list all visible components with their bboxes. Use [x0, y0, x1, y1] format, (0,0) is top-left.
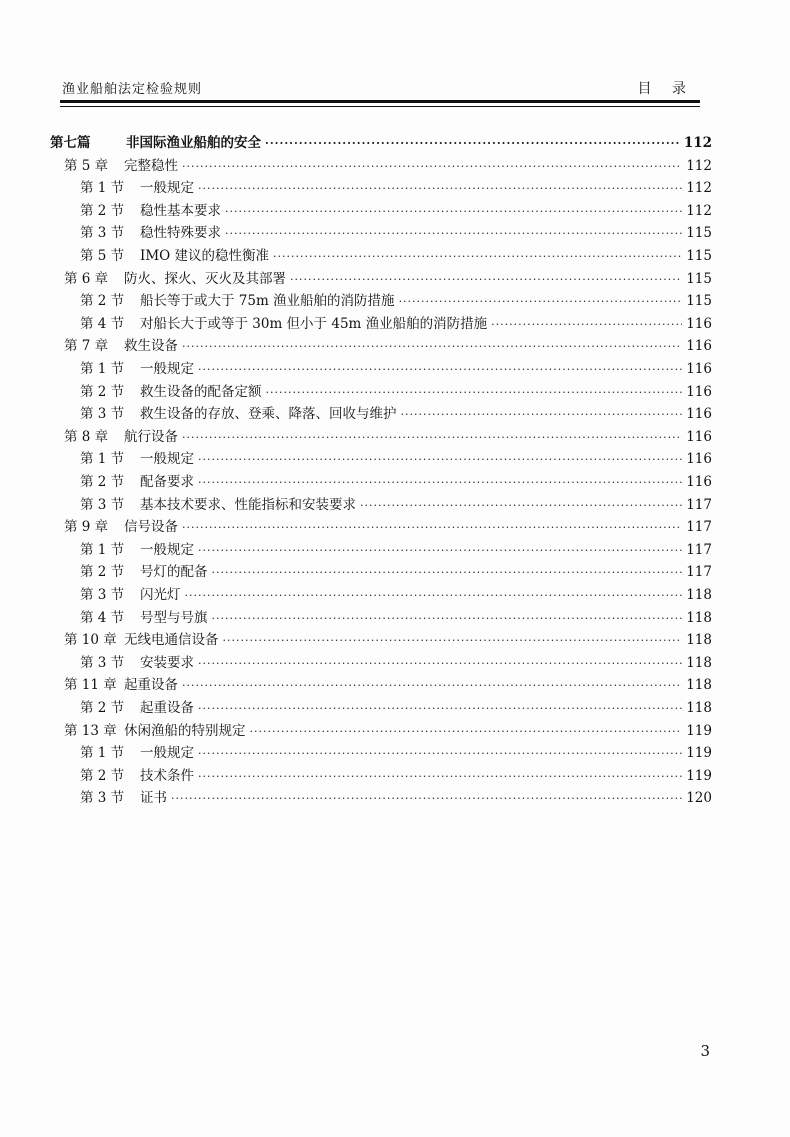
toc-entry-number: 第 2 节 [80, 293, 125, 310]
toc-entry-number: 第 2 节 [80, 202, 125, 219]
toc-entry-title: 非国际渔业船舶的安全 [126, 135, 261, 151]
toc-entry-number: 第 8 章 [64, 428, 109, 445]
dot-leader [182, 679, 682, 692]
toc-entry-title: 稳性基本要求 [140, 202, 221, 219]
toc-entry-number: 第 3 节 [80, 654, 125, 671]
header-rule-thick [60, 100, 700, 103]
toc-entry-number: 第 6 章 [64, 270, 109, 287]
page-number: 3 [700, 1042, 710, 1060]
toc-entry-page: 119 [686, 745, 712, 762]
dot-leader [491, 318, 682, 331]
dot-leader [198, 544, 682, 557]
toc-entry-page: 118 [686, 632, 712, 649]
toc-entry[interactable] [64, 719, 712, 742]
toc-entry[interactable] [80, 786, 712, 809]
toc-entry-page: 116 [686, 361, 712, 377]
dot-leader [198, 182, 682, 195]
dot-leader [185, 589, 683, 602]
toc-entry-title: 技术条件 [140, 767, 194, 784]
toc-entry[interactable] [64, 673, 712, 696]
toc-entry-page: 118 [686, 654, 712, 671]
toc-entry-page: 116 [686, 338, 712, 355]
toc-entry-number: 第 1 节 [80, 745, 125, 762]
toc-entry[interactable] [80, 447, 712, 470]
toc-entry-number: 第 2 节 [80, 474, 125, 490]
toc-entry-number: 第 2 节 [80, 564, 125, 581]
toc-entry[interactable] [80, 493, 712, 516]
toc-entry-number: 第 7 章 [64, 338, 109, 355]
dot-leader [182, 431, 682, 444]
dot-leader [225, 227, 682, 240]
toc-entry-title: 航行设备 [124, 428, 178, 445]
toc-entry-page: 116 [686, 406, 712, 423]
dot-leader [198, 657, 682, 670]
toc-entry-number: 第 3 节 [80, 790, 125, 807]
toc-entry-number: 第 1 节 [80, 361, 125, 377]
dot-leader [171, 792, 682, 805]
toc-entry-page: 117 [686, 564, 712, 581]
toc-entry-number: 第 3 节 [80, 496, 125, 513]
toc-entry[interactable] [50, 131, 712, 154]
toc-entry-number: 第 4 节 [80, 609, 125, 626]
dot-leader [290, 273, 682, 286]
toc-entry[interactable] [80, 606, 712, 629]
toc-entry[interactable] [80, 402, 712, 425]
toc-entry-title: IMO 建议的稳性衡准 [140, 248, 270, 264]
toc-entry-page: 116 [686, 474, 712, 490]
dot-leader [360, 499, 682, 512]
dot-leader [182, 521, 682, 534]
toc-entry-title: 证书 [140, 790, 167, 807]
toc-entry-title: 一般规定 [140, 180, 194, 197]
toc-entry-title: 对船长大于或等于 30m 但小于 45m 渔业船舶的消防措施 [140, 315, 488, 332]
toc-entry-page: 116 [686, 383, 712, 400]
toc-entry[interactable] [80, 741, 712, 764]
toc-entry-title: 一般规定 [140, 745, 194, 762]
toc-entry-page: 112 [686, 180, 712, 197]
toc-entry-number: 第 5 章 [64, 157, 109, 174]
toc-entry[interactable] [64, 515, 712, 538]
toc-entry-number: 第 3 节 [80, 225, 125, 242]
toc-entry-page: 115 [686, 293, 712, 310]
dot-leader [401, 408, 683, 421]
toc-entry[interactable] [80, 312, 712, 335]
toc-entry-title: 一般规定 [140, 451, 194, 468]
toc-entry[interactable] [80, 289, 712, 312]
toc-entry-page: 117 [686, 496, 712, 513]
toc-entry-page: 115 [686, 225, 712, 242]
toc-entry[interactable] [64, 628, 712, 651]
toc-entry-page: 112 [686, 157, 712, 174]
toc-entry[interactable] [80, 199, 712, 222]
toc-entry[interactable] [80, 583, 712, 606]
toc-entry-number: 第 11 章 [64, 677, 117, 694]
dot-leader [198, 476, 682, 489]
toc-entry-page: 120 [686, 790, 712, 807]
toc-entry-page: 117 [686, 541, 712, 558]
dot-leader [198, 363, 682, 376]
toc-entry-page: 118 [686, 677, 712, 694]
toc-entry[interactable] [80, 380, 712, 403]
toc-entry-title: 救生设备 [124, 338, 178, 355]
dot-leader [250, 725, 683, 738]
book-title: 渔业船舶法定检验规则 [62, 82, 203, 97]
toc-entry-page: 118 [686, 609, 712, 626]
header-rule-thin [60, 106, 700, 107]
toc-entry-number: 第 9 章 [64, 519, 109, 536]
toc-entry-number: 第 3 节 [80, 406, 125, 423]
toc-entry-title: 信号设备 [124, 519, 178, 536]
toc-entry-title: 号型与号旗 [140, 609, 208, 626]
toc-entry-page: 115 [686, 248, 712, 264]
dot-leader [198, 747, 682, 760]
toc-entry-page: 118 [686, 587, 712, 603]
dot-leader [182, 340, 682, 353]
toc-entry[interactable] [80, 651, 712, 674]
toc-entry[interactable] [64, 334, 712, 357]
toc-entry-title: 基本技术要求、性能指标和安装要求 [140, 496, 356, 513]
toc-entry-number: 第 4 节 [80, 315, 125, 332]
toc-entry-number: 第 2 节 [80, 767, 125, 784]
dot-leader [198, 770, 682, 783]
toc-entry[interactable] [80, 244, 712, 267]
toc-entry-page: 117 [686, 519, 712, 536]
toc-entry-title: 无线电通信设备 [124, 632, 219, 649]
toc-entry-page: 115 [686, 270, 712, 287]
toc-entry[interactable] [80, 176, 712, 199]
toc-entry-title: 休闲渔船的特别规定 [124, 722, 246, 739]
toc-entry[interactable] [80, 357, 712, 380]
toc-entry-title: 完整稳性 [124, 157, 178, 174]
toc-entry-title: 号灯的配备 [140, 564, 208, 581]
toc-entry-page: 112 [686, 202, 712, 219]
toc-entry-number: 第 1 节 [80, 451, 125, 468]
toc-entry-number: 第 5 节 [80, 248, 125, 264]
section-label: 目 录 [637, 81, 694, 97]
toc-entry[interactable] [80, 764, 712, 787]
toc-entry-page: 118 [686, 700, 712, 716]
toc-entry-page: 112 [683, 135, 712, 151]
toc-entry[interactable] [80, 696, 712, 719]
toc-entry-page: 116 [686, 428, 712, 445]
toc-entry-page: 116 [686, 315, 712, 332]
dot-leader [212, 566, 683, 579]
toc-entry[interactable] [64, 154, 712, 177]
toc-entry-title: 起重设备 [124, 677, 178, 694]
toc-entry-title: 救生设备的配备定额 [140, 383, 262, 400]
toc-entry-title: 一般规定 [140, 361, 194, 377]
dot-leader [198, 453, 682, 466]
dot-leader [265, 137, 680, 150]
toc-entry-number: 第 2 节 [80, 383, 125, 400]
toc-entry[interactable] [64, 267, 712, 290]
toc-entry-title: 起重设备 [140, 700, 194, 716]
dot-leader [212, 612, 683, 625]
toc-entry-title: 防火、探火、灭火及其部署 [124, 270, 286, 287]
toc-entry-number: 第 1 节 [80, 541, 125, 558]
dot-leader [225, 205, 682, 218]
toc-entry[interactable] [80, 560, 712, 583]
toc-entry-number: 第 1 节 [80, 180, 125, 197]
toc-entry[interactable] [80, 221, 712, 244]
dot-leader [182, 160, 682, 173]
toc-entry-title: 救生设备的存放、登乘、降落、回收与维护 [140, 406, 397, 423]
toc-entry-title: 船长等于或大于 75m 渔业船舶的消防措施 [140, 293, 395, 310]
toc-entry-number: 第 2 节 [80, 700, 125, 716]
running-header [60, 78, 694, 100]
toc-entry-number: 第 10 章 [64, 632, 117, 649]
dot-leader [399, 295, 683, 308]
toc-entry-page: 119 [686, 722, 712, 739]
dot-leader [223, 634, 683, 647]
toc-entry[interactable] [80, 470, 712, 493]
toc-entry-title: 闪光灯 [140, 587, 181, 603]
toc-entry-number: 第 3 节 [80, 587, 125, 603]
toc-entry[interactable] [80, 538, 712, 561]
toc-entry-number: 第七篇 [50, 135, 91, 151]
toc-entry-title: 配备要求 [140, 474, 194, 490]
dot-leader [266, 386, 683, 399]
toc-entry-title: 安装要求 [140, 654, 194, 671]
toc-entry[interactable] [64, 425, 712, 448]
toc-entry-title: 稳性特殊要求 [140, 225, 221, 242]
dot-leader [198, 702, 682, 715]
toc-entry-page: 116 [686, 451, 712, 468]
toc-entry-number: 第 13 章 [64, 722, 117, 739]
toc-entry-page: 119 [686, 767, 712, 784]
dot-leader [273, 250, 682, 263]
toc-entry-title: 一般规定 [140, 541, 194, 558]
